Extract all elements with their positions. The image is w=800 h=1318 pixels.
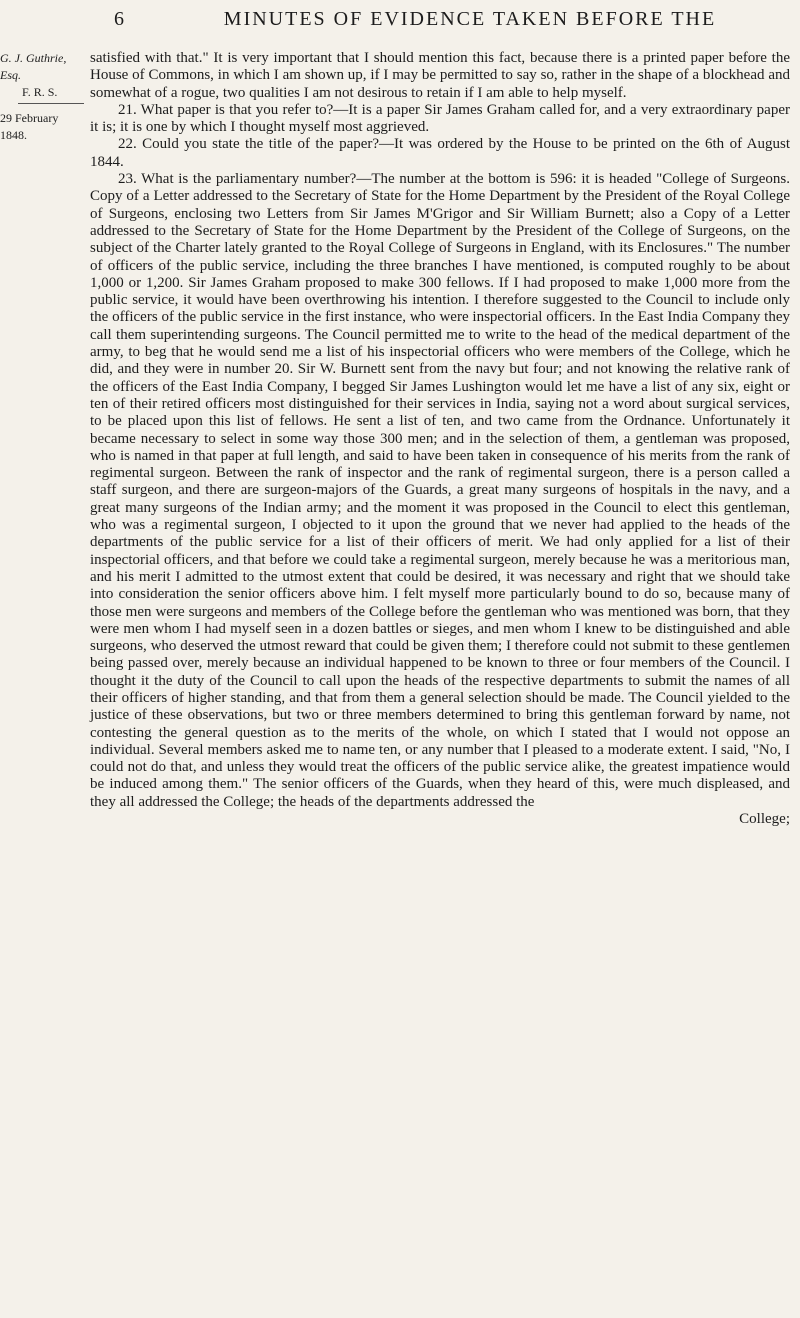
margin-note [0,50,84,144]
evidence-date: 29 February 1848. [0,111,59,142]
page-header [0,6,800,42]
witness-name: G. J. Guthrie, Esq. [0,51,67,82]
question-23: 23. What is the parliamentary number?—The number at the bottom is 596: it is headed "College of Surgeons. Copy of a Letter addressed to the Secretary of State for the Home Department by the President of the Royal College of Surgeons, enclosing two Letters from Sir James M'Grigor and Sir William Burnett; also a Copy of a Letter addressed to the Secretary of State for the Home Department by the President of the College of Surgeons, on the subject of the Charter lately granted to the Royal College of Surgeons in England, with its Enclosures." The number of officers of the public service, including the three branches I have mentioned, is computed roughly to be about 1,000 or 1,200. Sir James Graham proposed to make 300 fellows. If I had proposed to make 1,000 more from the public service, it would have been overthrowing his intention. I therefore suggested to the Council to include only the officers of the public service in the first instance, who were inspectorial officers. In the East India Company they call them superintending surgeons. The Council permitted me to write to the head of the medical department of the army, to beg that he would send me a list of his inspectorial officers who were members of the College, which he did, and they were in number 20. Sir W. Burnett sent from the navy but four; and not knowing the relative rank of the officers of the East India Company, I begged Sir James Lushington would let me have a list of any six, eight or ten of their retired officers most distinguished for their services in India, saying not a word about surgical services, to be placed upon this list of fellows. He sent a list of ten, and two came from the Ordnance. Unfortunately it became necessary to select in some way those 300 men; and in the selection of them, a gentleman was proposed, who is named in that paper at full length, and said to have been taken in consequence of his merits from the rank of regimental surgeon. Between the rank of inspector and the rank of regimental surgeon, there is a person called a staff surgeon, and there are surgeon-majors of the Guards, a great many surgeons of hospitals in the navy, and a great many surgeons of the Indian army; and the moment it was proposed in the Council to elect this gentleman, who was a regimental surgeon, I objected to it upon the ground that we never had applied to the heads of the departments of the public service for a list of their officers of merit. We had only applied for a list of their inspectorial officers, and that before we could take a regimental surgeon, merely because he was a meritorious man, and his merit I admitted to the utmost extent that could be desired, it was necessary and right that we should take into consideration the senior officers above him. I felt myself more particularly bound to do so, because many of those men were surgeons and members of the College before the gentleman who was mentioned was born, that they were men whom I had myself seen in a dozen battles or sieges, and men whom I knew to be distinguished and able surgeons, who deserved the utmost reward that could be given them; I therefore could not submit to these gentlemen being passed over, merely because an individual happened to be known to three or four members of the Council. I thought it the duty of the Council to call upon the heads of the respective departments to submit the names of all their officers of higher standing, and that from them a general selection should be made. The Council yielded to the justice of these observations, but two or three members determined to bring this gentleman forward by name, not contesting the general question as to the merits of the whole, on which I stated that I would not oppose an individual. Several members asked me to name ten, or any number that I pleased to a moderate extent. I said, "No, I could not do that, and unless they would treat the officers of the public service alike, the greatest impatience would be induced among them." The senior officers of the Guards, when they heard of this, were much displeased, and they all addressed the College; the heads of the departments addressed the [90,171,790,810]
paragraph-continuation: satisfied with that." It is very important that I should mention this fact, because there is a printed paper before the House of Commons, in which I am shown up, if I may be permitted to say so, rather in the shape of a blockhead and somewhat of a rogue, two qualities I am not desirous to retain if I am able to help myself. [90,50,790,101]
question-21: 21. What paper is that you refer to?—It is a paper Sir James Graham called for, and a very extraordinary paper it is; it is one by which I thought myself most aggrieved. [90,101,790,136]
page-number: 6 [114,8,124,30]
margin-rule [18,103,84,108]
body-text [90,50,790,828]
catchword: College; [739,811,790,828]
running-head: MINUTES OF EVIDENCE TAKEN BEFORE THE [223,8,717,30]
question-22: 22. Could you state the title of the paper?—It was ordered by the House to be printed on the 6th of August 1844. [90,136,790,170]
witness-title: F. R. S. [22,85,58,99]
